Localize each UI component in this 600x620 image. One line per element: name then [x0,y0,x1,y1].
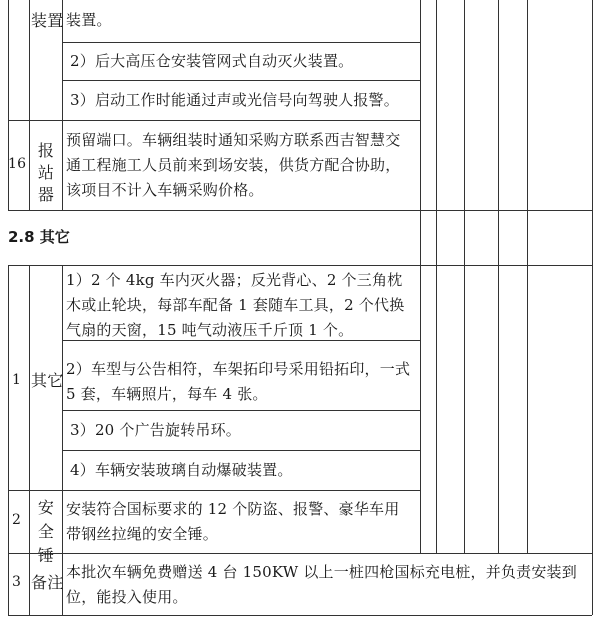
grid-line [8,265,592,266]
row-label-safety: 安全锤 [37,498,55,565]
grid-line [62,265,63,615]
row-label-device: 装置 [31,11,64,30]
grid-line [8,0,9,210]
grid-line [8,265,9,615]
grid-line [29,0,30,120]
row-number: 16 [8,156,27,172]
grid-line [62,80,420,81]
grid-line [62,42,420,43]
row-number: 3 [12,574,22,590]
row-item: 2）后大高压仓安装管网式自动灭火装置。 [70,52,354,70]
row-item: 4）车辆安装玻璃自动爆破装置。 [70,461,293,479]
row-item: 1）2 个 4kg 车内灭火器；反光背心、2 个三角枕木或止轮块，每部车配备 1 套随车工具，2 个代换气扇的天窗，15 吨气动液压千斤顶 1 个。 [66,271,405,339]
grid-line [8,490,420,491]
row-item: 3）20 个广告旋转吊环。 [70,421,241,439]
row-label-other: 其它 [31,371,64,390]
section-title: 2.8 其它 [8,228,70,246]
grid-line [8,210,592,211]
grid-line [420,0,421,553]
row-text: 安装符合国标要求的 12 个防盗、报警、豪华车用带钢丝拉绳的安全锤。 [66,500,400,543]
grid-line [62,450,420,451]
row-number: 1 [12,372,22,388]
grid-line [8,553,592,554]
grid-line [592,0,593,615]
row-label-station: 报站器 [37,141,55,204]
grid-line [8,615,592,616]
row-text: 预留端口。车辆组装时通知采购方联系西吉智慧交通工程施工人员前来到场安装，供货方配合协助，该项目不计入车辆采购价格。 [66,131,401,199]
grid-line [464,0,465,553]
row-label-remark: 备注 [31,573,64,592]
grid-line [436,0,437,553]
row-text: 本批次车辆免费赠送 4 台 150KW 以上一桩四枪国标充电桩，并负责安装到位，能投入使用。 [66,563,577,606]
row-number: 2 [12,512,22,528]
grid-line [527,0,528,553]
grid-line [498,0,499,553]
row-item: 装置。 [66,11,112,29]
row-item: 2）车型与公告相符，车架拓印号采用铅拓印，一式 5 套，车辆照片，每车 4 张。 [66,360,411,403]
row-item: 3）启动工作时能通过声或光信号向驾驶人报警。 [70,91,399,109]
grid-line [62,410,420,411]
grid-line [8,120,420,121]
